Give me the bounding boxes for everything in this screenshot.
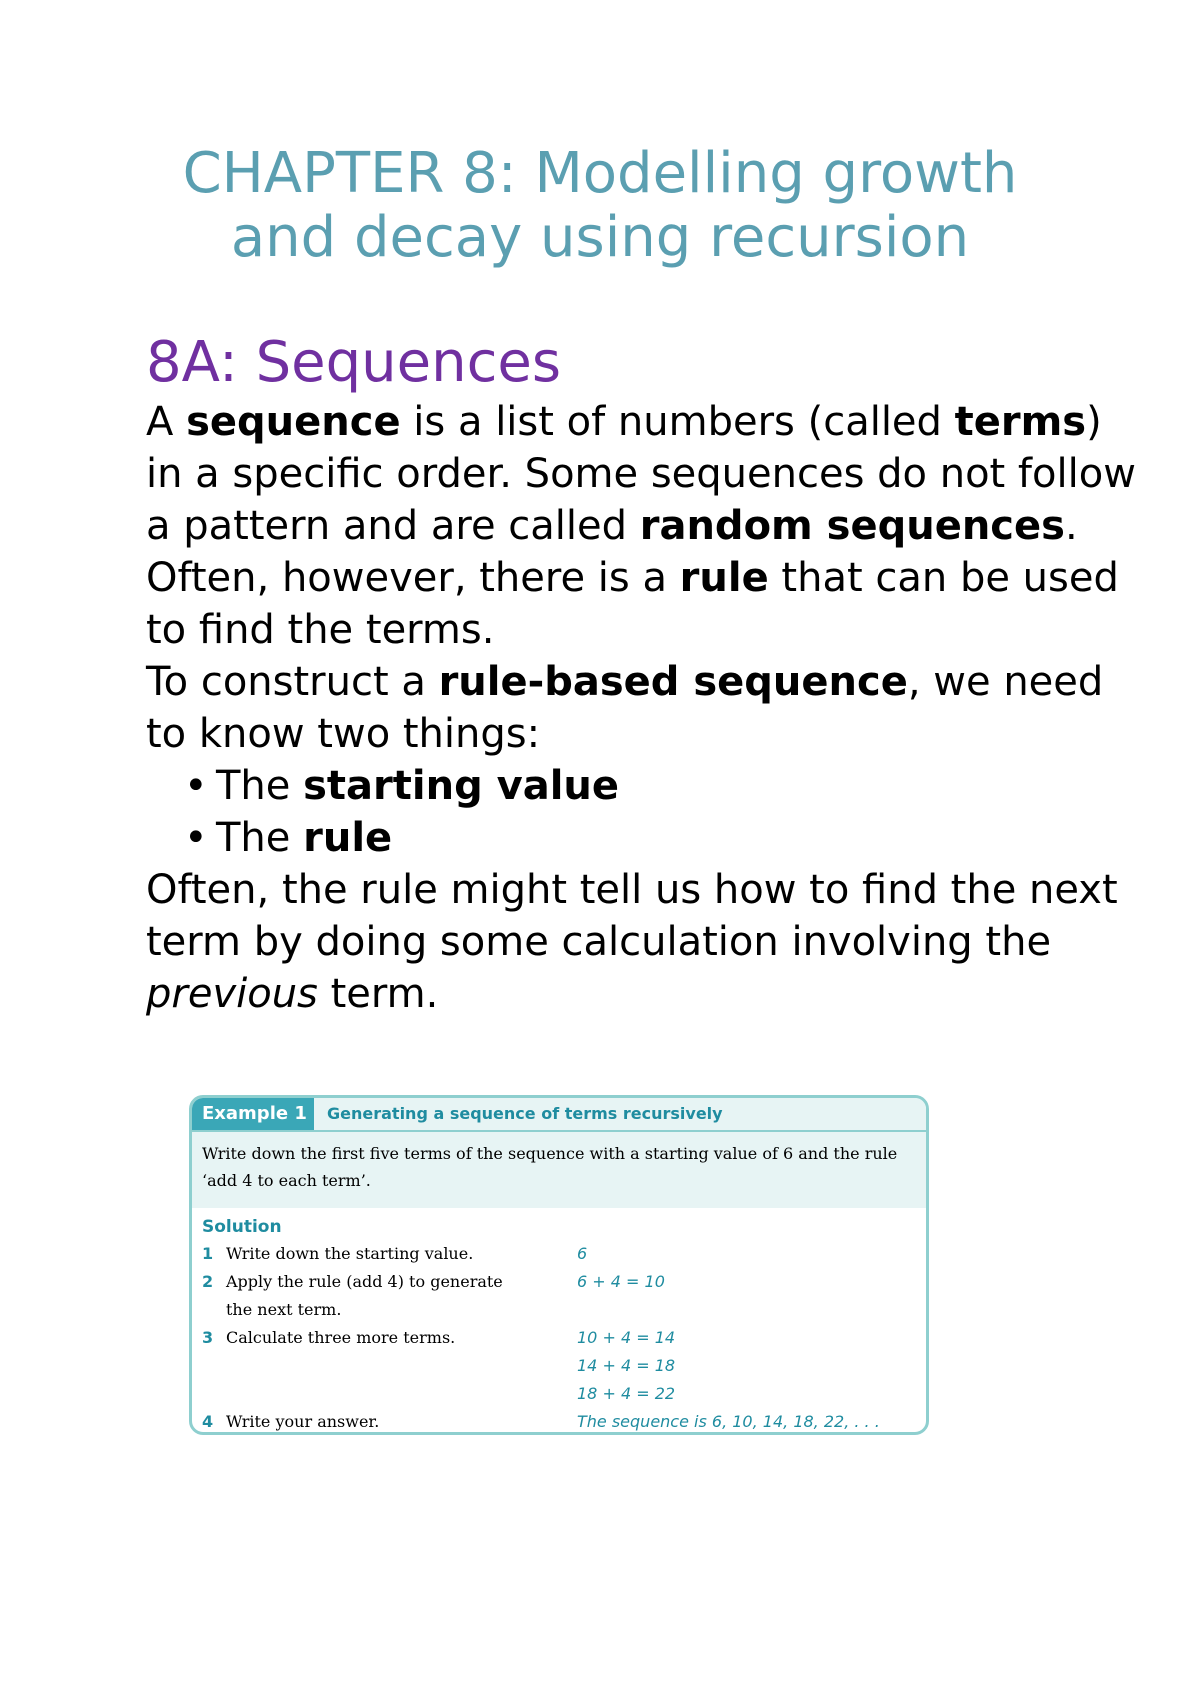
text-run: ) in a specific order. Some sequences do not follow a pattern and are called: [146, 399, 1136, 549]
example-heading: Generating a sequence of terms recursively: [327, 1104, 723, 1123]
step-text: Calculate three more terms.: [226, 1328, 456, 1347]
solution-label: Solution: [202, 1217, 282, 1237]
text-run: The: [216, 815, 304, 861]
step-working: [577, 1324, 675, 1408]
solution-step-1: [202, 1240, 916, 1268]
step-text: Apply the rule (add 4) to generate the next term.: [226, 1272, 503, 1319]
main-content: [146, 330, 1146, 1020]
paragraph-construct: [146, 656, 1146, 760]
working-line: The sequence is 6, 10, 14, 18, 22, . . .: [577, 1412, 880, 1431]
example-header: [192, 1098, 926, 1132]
step-working: [577, 1408, 880, 1435]
term-previous: previous: [146, 971, 318, 1017]
bullet-icon: •: [184, 815, 208, 861]
section-heading: 8A: Sequences: [146, 330, 562, 395]
term-rule: rule: [303, 815, 393, 861]
working-line: 10 + 4 = 14: [577, 1328, 676, 1347]
step-working: [577, 1268, 665, 1296]
text-run: . Often, however, there is a: [146, 503, 1078, 601]
step-number: 2: [202, 1272, 214, 1291]
text-run: is a list of numbers (called: [400, 399, 955, 445]
text-run: The: [216, 763, 304, 809]
solution-step-3: [202, 1324, 916, 1408]
solution-step-2: [202, 1268, 916, 1324]
step-number: 3: [202, 1328, 214, 1347]
step-number: 1: [202, 1244, 214, 1263]
text-run: term.: [317, 971, 439, 1017]
text-run: Often, the rule might tell us how to find the next term by doing some calculation involving the: [146, 867, 1118, 965]
term-rule: rule: [679, 555, 769, 601]
term-random-sequences: random sequences: [639, 503, 1065, 549]
paragraph-previous-term: [146, 864, 1146, 1020]
text-run: that can be used to find the terms.: [146, 555, 1119, 653]
working-line: 6 + 4 = 10: [577, 1272, 665, 1291]
term-sequence: sequence: [186, 399, 401, 445]
working-line: 18 + 4 = 22: [577, 1384, 676, 1403]
solution-step-4: [202, 1408, 916, 1435]
term-starting-value: starting value: [303, 763, 620, 809]
example-tag: Example 1: [192, 1098, 314, 1130]
term-terms: terms: [954, 399, 1087, 445]
step-working: [577, 1240, 587, 1268]
term-rule-based-sequence: rule-based sequence: [438, 659, 908, 705]
solution-steps: [192, 1240, 926, 1435]
step-text: Write your answer.: [226, 1412, 380, 1431]
example-question: Write down the first five terms of the sequence with a starting value of 6 and the rule ‘add 4 to each term’.: [192, 1132, 926, 1208]
text-run: To construct a: [146, 659, 439, 705]
text-run: A: [146, 399, 187, 445]
working-line: 6: [577, 1244, 588, 1263]
list-item: [184, 812, 1146, 864]
working-line: 14 + 4 = 18: [577, 1356, 676, 1375]
chapter-title-line-1: CHAPTER 8: Modelling growth: [182, 141, 1018, 206]
list-item: [184, 760, 1146, 812]
chapter-title: [0, 142, 1200, 270]
step-number: 4: [202, 1412, 214, 1431]
text-run: , we need to know two things:: [146, 659, 1104, 757]
step-text: Write down the starting value.: [226, 1244, 474, 1263]
example-box: [189, 1095, 929, 1435]
paragraph-definition: [146, 396, 1146, 656]
chapter-title-line-2: and decay using recursion: [230, 205, 970, 270]
bullet-icon: •: [184, 763, 208, 809]
bullet-list: [146, 760, 1146, 864]
